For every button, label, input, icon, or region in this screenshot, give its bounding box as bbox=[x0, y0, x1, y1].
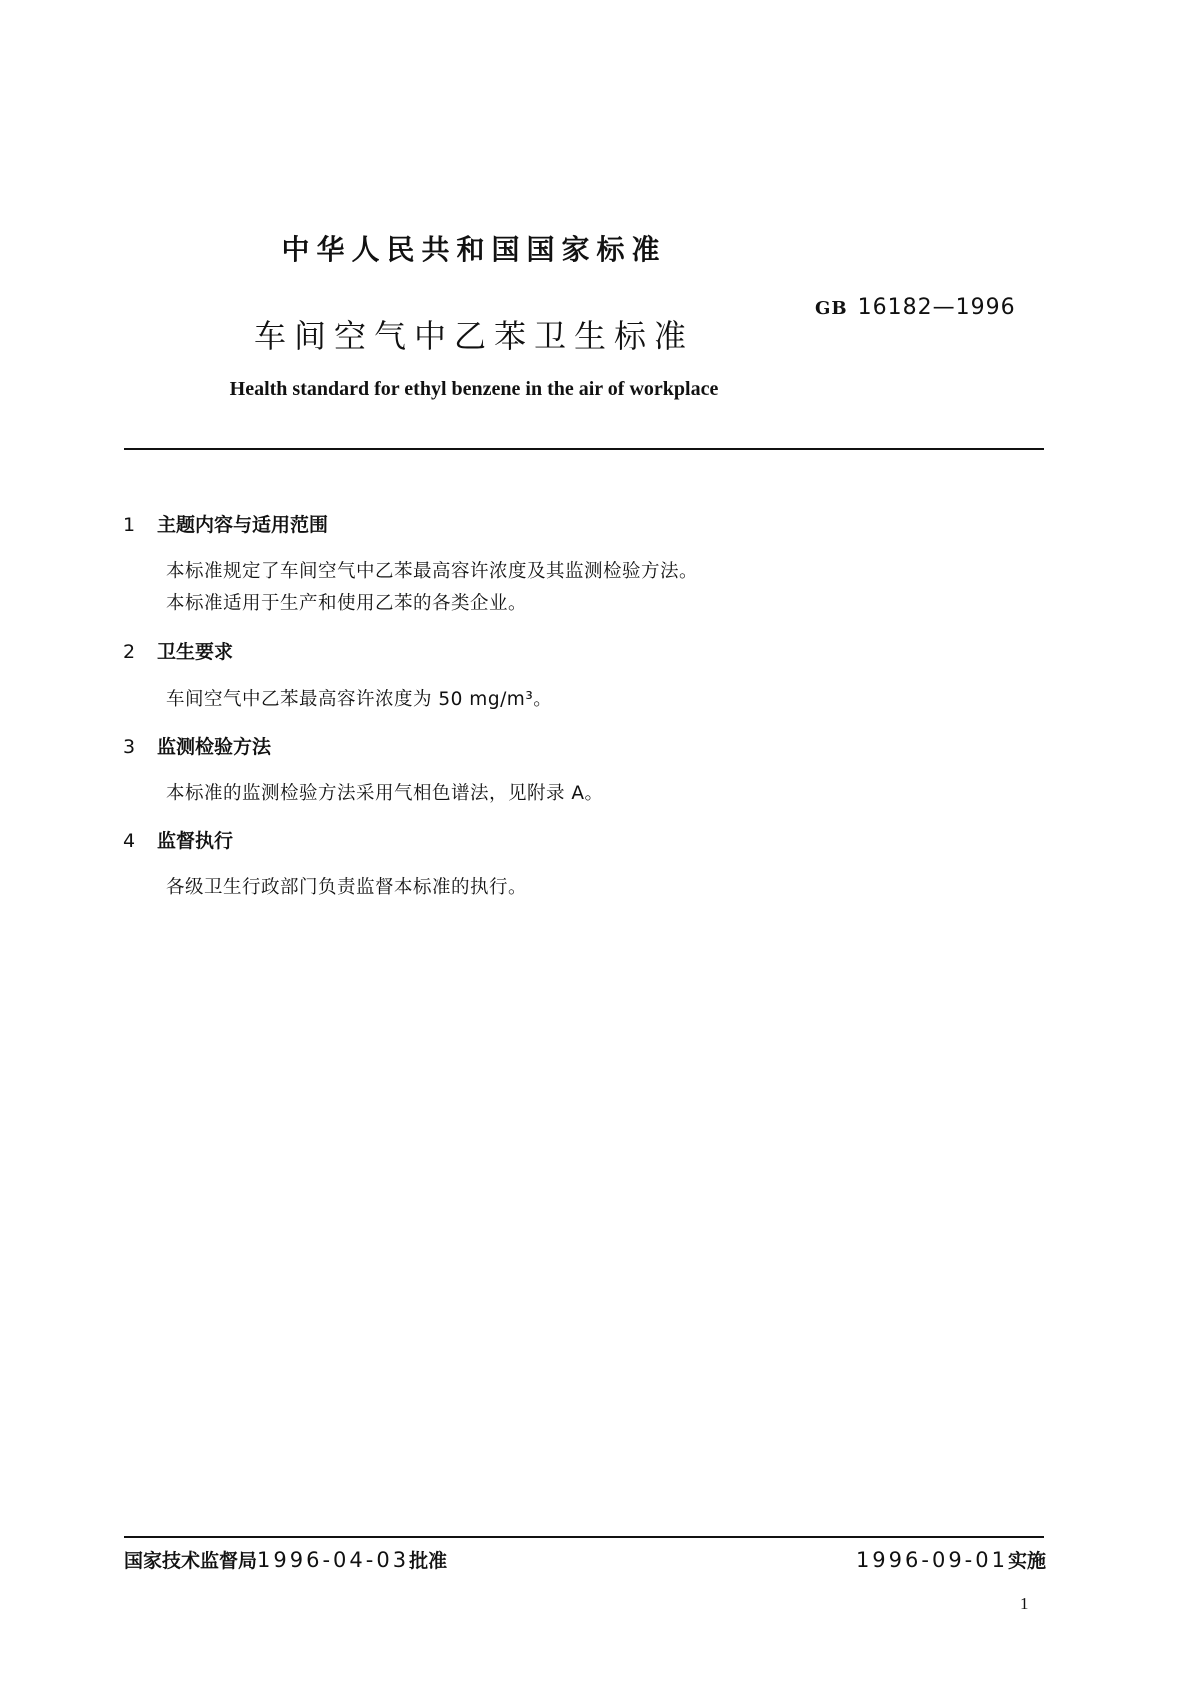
paragraph: 本标准适用于生产和使用乙苯的各类企业。 bbox=[166, 593, 528, 614]
approval-line bbox=[124, 1546, 447, 1573]
paragraph: 本标准的监测检验方法采用气相色谱法，见附录 A。 bbox=[166, 783, 604, 804]
issuer: 国家技术监督局 bbox=[124, 1550, 258, 1572]
section-title: 卫生要求 bbox=[157, 641, 234, 663]
section-title: 监督执行 bbox=[157, 830, 234, 852]
effective-label: 实施 bbox=[1007, 1550, 1046, 1572]
footer-divider bbox=[124, 1536, 1044, 1538]
section-number: 4 bbox=[123, 830, 136, 852]
section-number: 3 bbox=[123, 736, 136, 758]
section-number: 2 bbox=[123, 641, 136, 663]
national-standard-title: 中华人民共和国国家标准 bbox=[281, 233, 667, 266]
paragraph: 本标准规定了车间空气中乙苯最高容许浓度及其监测检验方法。 bbox=[166, 561, 699, 582]
document-title: 车间空气中乙苯卫生标准 bbox=[253, 317, 694, 355]
paragraph: 各级卫生行政部门负责监督本标准的执行。 bbox=[166, 877, 528, 898]
english-title: Health standard for ethyl benzene in the air of workplace bbox=[229, 378, 719, 400]
page-number: 1 bbox=[1020, 1594, 1029, 1613]
standard-prefix: GB bbox=[815, 298, 848, 319]
section-heading-4 bbox=[123, 826, 233, 853]
section-title: 主题内容与适用范围 bbox=[157, 514, 329, 536]
approval-date: 1996-04-03 bbox=[257, 1548, 410, 1572]
section-heading-2 bbox=[123, 637, 233, 664]
effective-line bbox=[856, 1546, 1046, 1573]
paragraph: 车间空气中乙苯最高容许浓度为 50 mg/m³。 bbox=[166, 689, 553, 710]
section-heading-1 bbox=[123, 510, 328, 537]
header-divider bbox=[124, 448, 1044, 450]
standard-code: 16182—1996 bbox=[857, 295, 1016, 320]
effective-date: 1996-09-01 bbox=[855, 1548, 1008, 1572]
section-number: 1 bbox=[123, 514, 136, 536]
approval-label: 批准 bbox=[409, 1550, 448, 1572]
section-title: 监测检验方法 bbox=[157, 736, 272, 758]
section-heading-3 bbox=[123, 732, 271, 759]
